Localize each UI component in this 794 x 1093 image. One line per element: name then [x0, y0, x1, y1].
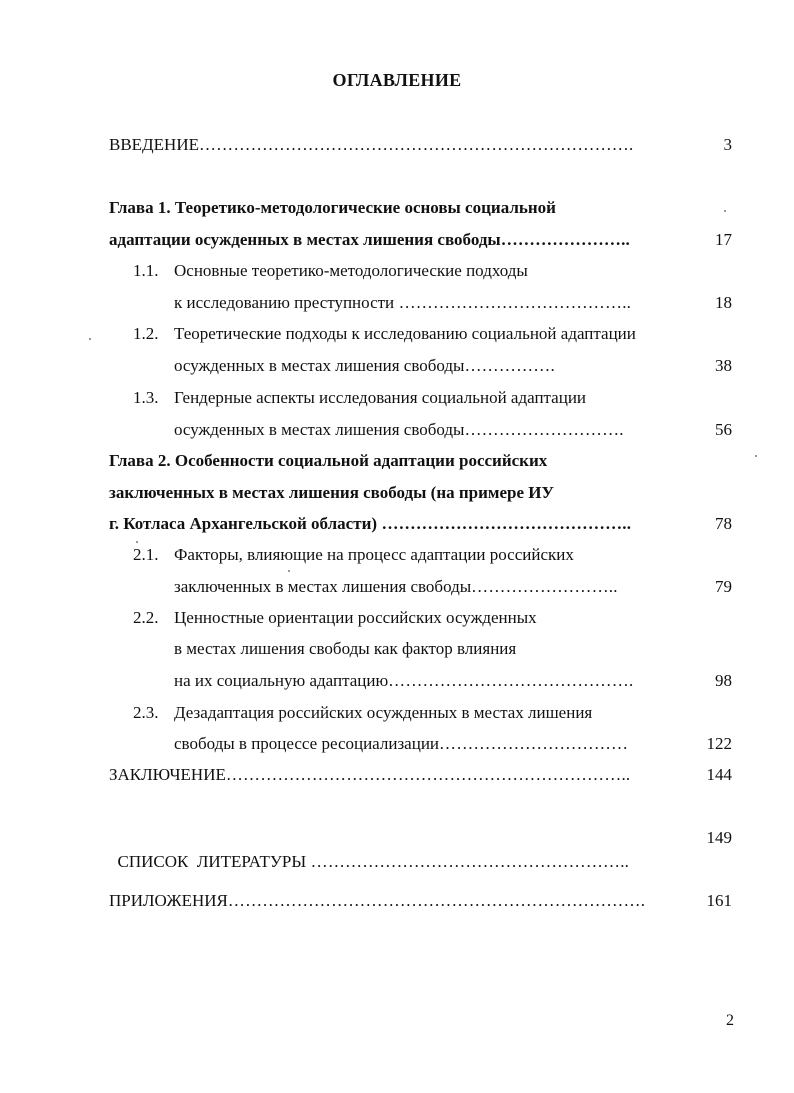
toc-section-number-2-2: 2.2.	[133, 608, 159, 627]
toc-section-2-2-line-3	[174, 669, 674, 693]
toc-section-number-1-2: 1.2.	[133, 324, 159, 343]
toc-leader-dots: …………………………………..	[394, 293, 632, 312]
toc-entry-intro	[109, 133, 674, 157]
toc-page-chapter-2: 78	[715, 514, 732, 533]
toc-page-section-1-2: 38	[715, 356, 732, 375]
toc-page-section-2-2: 98	[715, 671, 732, 690]
toc-entry-conclusion	[109, 763, 679, 787]
scan-speck	[89, 338, 91, 340]
toc-section-2-2-line-1: Ценностные ориентации российских осужденных	[174, 608, 537, 627]
toc-leader-dots: …………….	[464, 356, 555, 375]
toc-page-section-1-3: 56	[715, 420, 732, 439]
toc-section-1-3-line-2	[174, 418, 674, 442]
toc-leader-dots: ………………………………………………..	[306, 852, 630, 871]
toc-section-2-2-label: на их социальную адаптацию	[174, 671, 389, 690]
toc-leader-dots: ……………………………………………………………….	[227, 891, 646, 910]
toc-section-1-2-label: осужденных в местах лишения свободы	[174, 356, 465, 375]
toc-leader-dots: ………………………………………………………………….	[198, 135, 634, 154]
toc-page-section-2-1: 79	[715, 577, 732, 596]
toc-section-2-2-line-2: в местах лишения свободы как фактор влияния	[174, 639, 517, 658]
toc-page-conclusion: 144	[706, 765, 732, 784]
toc-leader-dots: …………………..	[500, 230, 631, 249]
toc-section-1-3-line-1: Гендерные аспекты исследования социальной адаптации	[174, 388, 587, 407]
scan-speck	[288, 570, 290, 572]
toc-chapter-1-line-1: Глава 1. Теоретико-методологические основы социальной	[109, 198, 556, 217]
toc-section-2-3-line-2	[174, 732, 674, 756]
toc-section-number-2-1: 2.1.	[133, 545, 159, 564]
toc-chapter-2-line-1: Глава 2. Особенности социальной адаптации российских	[109, 451, 548, 470]
toc-section-number-2-3: 2.3.	[133, 703, 159, 722]
toc-page-chapter-1: 17	[715, 230, 732, 249]
toc-page-appendix: 161	[706, 891, 732, 910]
toc-leader-dots: ……………………………	[439, 734, 629, 753]
toc-chapter-2-label: г. Котласа Архангельской области)	[109, 514, 378, 533]
toc-section-1-2-line-1: Теоретические подходы к исследованию социальной адаптации	[174, 324, 636, 343]
toc-leader-dots: ……………………………………..	[377, 514, 632, 533]
toc-page-section-1-1: 18	[715, 293, 732, 312]
toc-section-2-3-label: свободы в процессе ресоциализации	[174, 734, 440, 753]
toc-section-1-3-label: осужденных в местах лишения свободы	[174, 420, 465, 439]
toc-chapter-2-line-2: заключенных в местах лишения свободы (на примере ИУ	[109, 483, 554, 502]
scan-speck	[724, 210, 726, 212]
toc-section-number-1-1: 1.1.	[133, 261, 159, 280]
toc-entry-intro-label: ВВЕДЕНИЕ	[109, 135, 199, 154]
toc-entry-appendix-label: ПРИЛОЖЕНИЯ	[109, 891, 228, 910]
toc-chapter-1-label: адаптации осужденных в местах лишения свободы	[109, 230, 501, 249]
toc-section-1-1-label: к исследованию преступности	[174, 293, 395, 312]
toc-entry-conclusion-label: ЗАКЛЮЧЕНИЕ	[109, 765, 226, 784]
toc-entry-appendix	[109, 889, 687, 913]
toc-section-2-1-line-1: Факторы, влияющие на процесс адаптации российских	[174, 545, 574, 564]
page-number: 2	[726, 1012, 734, 1029]
toc-section-1-1-line-1: Основные теоретико-методологические подходы	[174, 261, 528, 280]
toc-leader-dots: ……………………..	[471, 577, 618, 596]
toc-chapter-2-line-3	[109, 512, 674, 536]
toc-page-intro: 3	[723, 135, 732, 154]
toc-page-literature: 149	[706, 828, 732, 847]
scan-speck	[755, 455, 757, 457]
toc-section-2-1-line-2	[174, 575, 674, 599]
toc-entry-literature	[109, 826, 687, 871]
toc-section-2-3-line-1: Дезадаптация российских осужденных в местах лишения	[174, 703, 593, 722]
toc-section-number-1-3: 1.3.	[133, 388, 159, 407]
toc-section-2-1-label: заключенных в местах лишения свободы	[174, 577, 472, 596]
toc-leader-dots: ……………………………………………………………..	[225, 765, 631, 784]
scan-speck	[136, 541, 138, 543]
toc-title: ОГЛАВЛЕНИЕ	[332, 70, 462, 90]
toc-leader-dots: …………………………………….	[388, 671, 634, 690]
toc-section-1-1-line-2	[174, 291, 674, 315]
toc-leader-dots: ……………………….	[464, 420, 624, 439]
toc-chapter-1-line-2	[109, 228, 674, 252]
toc-page-section-2-3: 122	[706, 734, 732, 753]
toc-section-1-2-line-2	[174, 354, 674, 378]
toc-entry-literature-label: СПИСОК ЛИТЕРАТУРЫ	[117, 852, 307, 871]
